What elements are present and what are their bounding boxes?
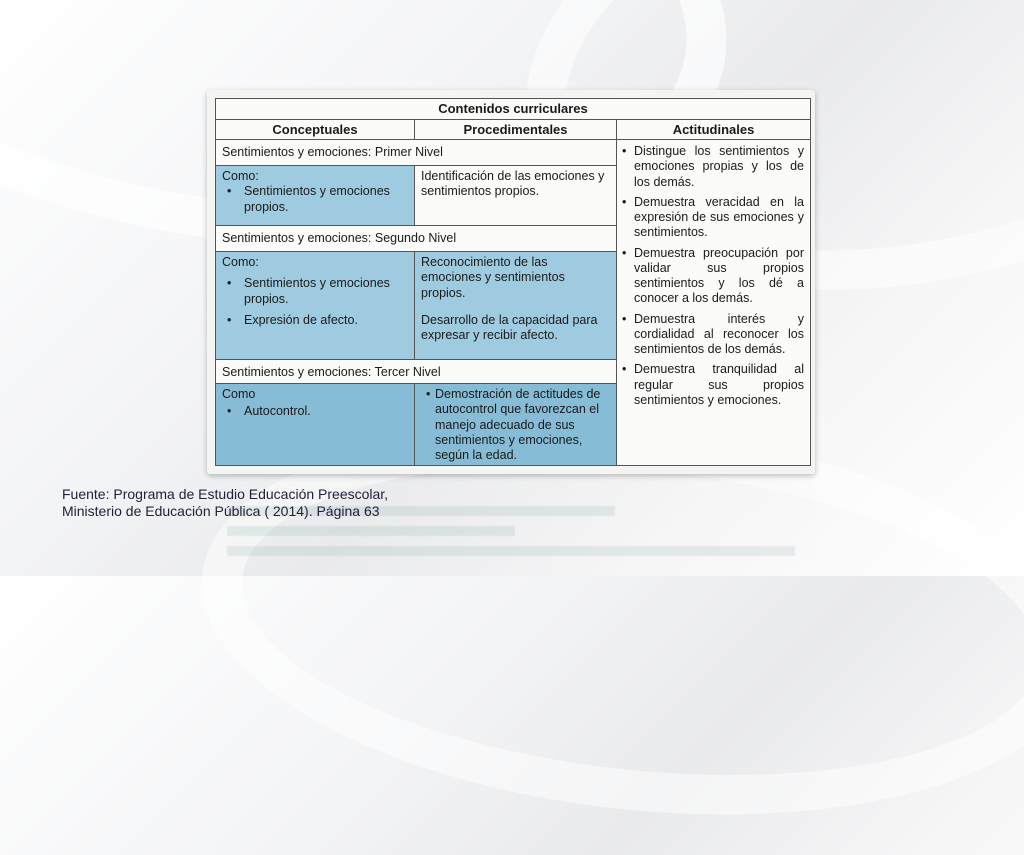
list-item: • Demuestra interés y cordialidad al reconocer los sentimientos de los demás. <box>621 312 804 358</box>
level-2-procedural <box>414 251 616 359</box>
list-item: • Sentimientos y emociones propios. <box>222 184 408 215</box>
level-3-procedural <box>414 383 616 465</box>
list-item: • Demuestra veracidad en la expresión de sus emociones y sentimientos. <box>621 195 804 241</box>
level-1-procedural <box>414 165 616 225</box>
procedural-text: Reconocimiento de las emociones y sentimientos propios. <box>421 255 565 300</box>
level-1-conceptual <box>216 165 414 225</box>
table-title: Contenidos curriculares <box>438 101 588 116</box>
level-3-heading: Sentimientos y emociones: Tercer Nivel <box>216 359 616 383</box>
level-2-heading: Sentimientos y emociones: Segundo Nivel <box>216 225 616 251</box>
list-item: • Expresión de afecto. <box>222 313 408 328</box>
header-procedimentales: Procedimentales <box>414 119 616 139</box>
source-caption <box>62 486 388 519</box>
level-3-conceptual <box>216 383 414 465</box>
source-line-1: Fuente: Programa de Estudio Educación Preescolar, <box>62 486 389 502</box>
source-line-2: Ministerio de Educación Pública ( 2014). Página 63 <box>62 502 380 519</box>
level-2-conceptual <box>216 251 414 359</box>
header-conceptuales: Conceptuales <box>216 119 414 139</box>
level-1-heading: Sentimientos y emociones: Primer Nivel <box>216 139 616 165</box>
curriculum-table-image <box>207 90 815 474</box>
curriculum-table <box>215 98 811 466</box>
list-item: • Sentimientos y emociones propios. <box>222 276 408 307</box>
conceptual-intro: Como: <box>222 255 259 269</box>
list-item: • Autocontrol. <box>222 404 408 419</box>
header-actitudinales: Actitudinales <box>616 119 810 139</box>
procedural-text: • Demostración de actitudes de autocontrol que favorezcan el manejo adecuado de sus sentimientos y emociones, según la edad. <box>421 387 610 463</box>
actitudinales-column <box>616 139 810 465</box>
conceptual-intro: Como <box>222 387 256 401</box>
conceptual-intro: Como: <box>222 169 259 183</box>
list-item: • Demuestra preocupación por validar sus propios sentimientos y los dé a conocer a los demás. <box>621 246 804 307</box>
list-item: • Demuestra tranquilidad al regular sus propios sentimientos y emociones. <box>621 362 804 408</box>
procedural-text: Desarrollo de la capacidad para expresar y recibir afecto. <box>421 312 598 342</box>
procedural-text: Identificación de las emociones y sentimientos propios. <box>421 169 605 199</box>
list-item: • Distingue los sentimientos y emociones propias y los de los demás. <box>621 144 804 190</box>
